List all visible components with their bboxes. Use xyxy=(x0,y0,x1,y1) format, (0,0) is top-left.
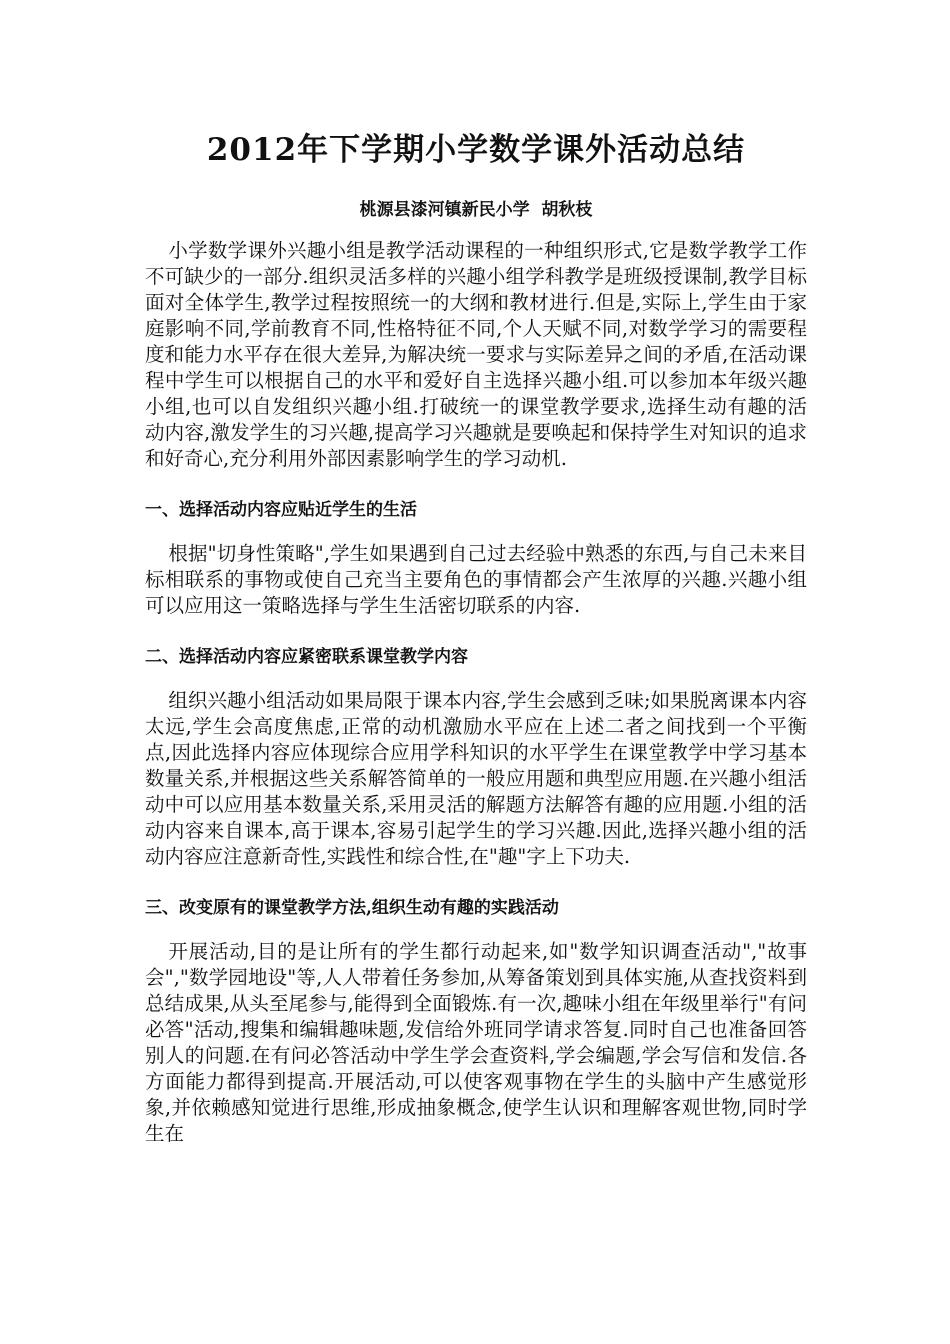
author-line: 桃源县漆河镇新民小学 胡秋枝 xyxy=(359,200,593,220)
document-page xyxy=(145,128,807,1147)
intro-paragraph: 小学数学课外兴趣小组是教学活动课程的一种组织形式,它是数学教学工作不可缺少的一部分.组织灵活多样的兴趣小组学科教学是班级授课制,教学目标面对全体学生,教学过程按照统一的大纲和教材进行.但是,实际上,学生由于家庭影响不同,学前教育不同,性格特征不同,个人天赋不同,对数学学习的需要程度和能力水平存在很大差异,为解决统一要求与实际差异之间的矛盾,在活动课程中学生可以根据自己的水平和爱好自主选择兴趣小组.可以参加本年级兴趣小组,也可以自发组织兴趣小组.打破统一的课堂教学要求,选择生动有趣的活动内容,激发学生的习兴趣,提高学习兴趣就是要唤起和保持学生对知识的追求和好奇心,充分利用外部因素影响学生的学习动机. xyxy=(145,239,807,470)
document-title: 2012年下学期小学数学课外活动总结 xyxy=(206,132,746,168)
section-body-2: 组织兴趣小组活动如果局限于课本内容,学生会感到乏味;如果脱离课本内容太远,学生会高度焦虑,正常的动机激励水平应在上述二者之间找到一个平衡点,因此选择内容应体现综合应用学科知识的水平学生在课堂教学中学习基本数量关系,并根据这些关系解答简单的一般应用题和典型应用题.在兴趣小组活动中可以应用基本数量关系,采用灵活的解题方法解答有趣的应用题.小组的活动内容来自课本,高于课本,容易引起学生的学习兴趣.因此,选择兴趣小组的活动内容应注意新奇性,实践性和综合性,在"趣"字上下功夫. xyxy=(145,689,807,868)
section-heading-3: 三、改变原有的课堂教学方法,组织生动有趣的实践活动 xyxy=(145,898,559,918)
section-heading-2: 二、选择活动内容应紧密联系课堂教学内容 xyxy=(145,647,468,667)
section-body-3: 开展活动,目的是让所有的学生都行动起来,如"数学知识调查活动","故事会","数学园地设"等,人人带着任务参加,从筹备策划到具体实施,从查找资料到总结成果,从头至尾参与,能得到全面锻炼.有一次,趣味小组在年级里举行"有问必答"活动,搜集和编辑趣味题,发信给外班同学请求答复.同时自己也准备回答别人的问题.在有问必答活动中学生学会查资料,学会编题,学会写信和发信.各方面能力都得到提高.开展活动,可以使客观事物在学生的头脑中产生感觉形象,并依赖感知觉进行思维,形成抽象概念,使学生认识和理解客观世物,同时学生在 xyxy=(145,940,807,1145)
section-heading-1: 一、选择活动内容应贴近学生的生活 xyxy=(145,500,417,520)
section-body-1: 根据"切身性策略",学生如果遇到自己过去经验中熟悉的东西,与自己未来目标相联系的事物或使自己充当主要角色的事情都会产生浓厚的兴趣.兴趣小组可以应用这一策略选择与学生生活密切联系的内容. xyxy=(145,542,807,617)
